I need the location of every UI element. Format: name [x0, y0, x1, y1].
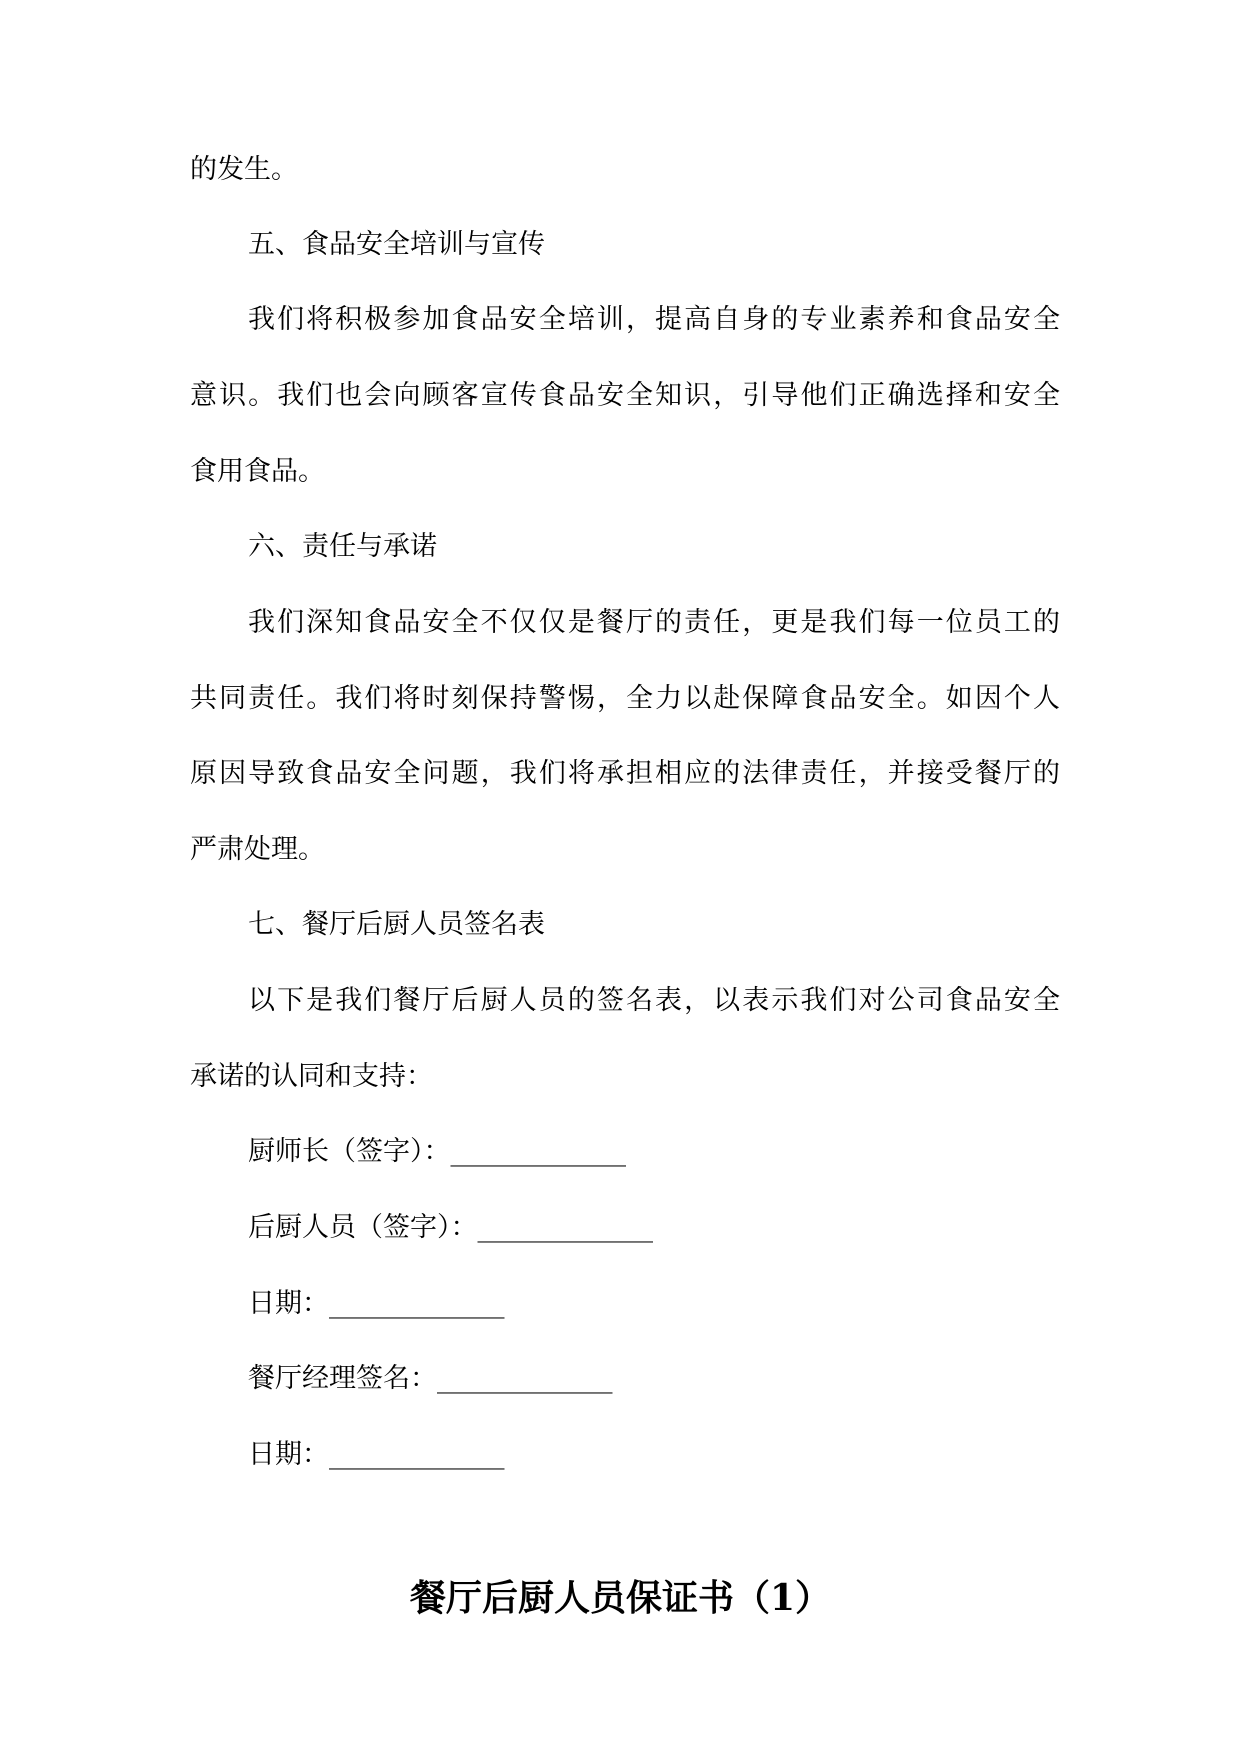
paragraph-line: 我们深知食品安全不仅仅是餐厅的责任，更是我们每一位员工的: [248, 607, 1060, 638]
paragraph-line: 原因导致食品安全问题，我们将承担相应的法律责任，并接受餐厅的: [190, 758, 1060, 789]
paragraph-line: 以下是我们餐厅后厨人员的签名表，以表示我们对公司食品安全: [248, 985, 1060, 1016]
section-heading: 六、责任与承诺: [248, 531, 437, 562]
signature-line-manager: 餐厅经理签名：_____________: [248, 1363, 613, 1394]
paragraph-line: 承诺的认同和支持：: [190, 1061, 433, 1092]
signature-line-head-chef: 厨师长（签字）：_____________: [248, 1136, 626, 1167]
paragraph-line: 意识。我们也会向顾客宣传食品安全知识，引导他们正确选择和安全: [190, 380, 1060, 411]
paragraph-line: 我们将积极参加食品安全培训，提高自身的专业素养和食品安全: [248, 304, 1060, 335]
section-heading: 五、食品安全培训与宣传: [248, 229, 545, 260]
signature-line-kitchen-staff: 后厨人员（签字）：_____________: [248, 1212, 653, 1243]
section-heading: 七、餐厅后厨人员签名表: [248, 909, 545, 940]
date-line: 日期：_____________: [248, 1288, 505, 1319]
paragraph-line: 食用食品。: [190, 456, 325, 487]
date-line: 日期：_____________: [248, 1439, 505, 1470]
document-title: 餐厅后厨人员保证书（1）: [409, 1577, 832, 1619]
paragraph-line: 共同责任。我们将时刻保持警惕，全力以赴保障食品安全。如因个人: [190, 683, 1060, 714]
paragraph-line: 的发生。: [190, 154, 298, 185]
paragraph-line: 严肃处理。: [190, 834, 325, 865]
